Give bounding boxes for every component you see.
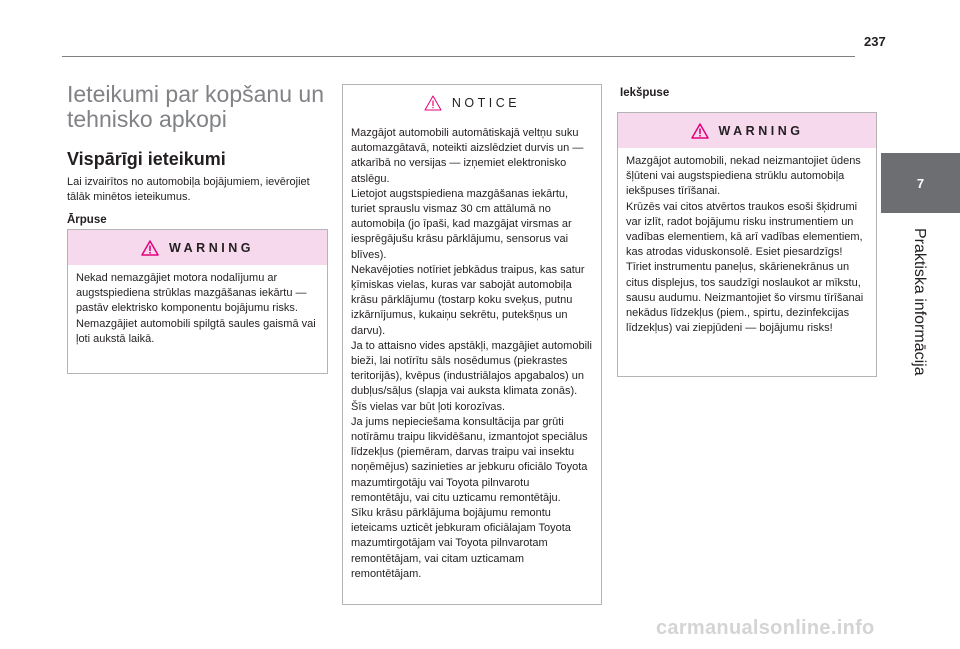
notice-box — [342, 84, 602, 605]
chapter-tab[interactable] — [881, 153, 960, 213]
chapter-title: Praktiska informācija — [911, 228, 928, 376]
header-divider — [62, 56, 855, 57]
page-number: 237 — [864, 34, 886, 49]
warning-label-2: WARNING — [718, 123, 804, 138]
section-title — [67, 82, 327, 132]
warning-box-exterior — [67, 229, 328, 374]
warning-box-interior — [617, 112, 877, 377]
warning-triangle-icon — [141, 240, 159, 256]
warning-text-2: Mazgājot automobili, nekad neizmantojiet ūdens šļūteni vai augstspiediena strūklu automobiļa iekšpuses tīrīšanai. Krūzēs vai citos atvērtos traukos esoši šķidrumi var izlīt, radot bojājumu risku instrumentiem un vadības elementiem, kā arī vadības elementiem, kas atrodas viduskonsolē. Esiet piesardzīgs! Tīriet instrumentu paneļus, skārienekrānus un citus displejus, tos saudzīgi noslaukot ar mīkstu, sausu audumu. Neizmantojiet šo virsmu tīrīšanai nekādus līdzekļus (piem., spirtu, dezinfekcijas līdzekļus) vai ziepjūdeni — bojājumu risks! — [626, 155, 864, 335]
warning-text: Nekad nemazgājiet motora nodalījumu ar augstspiediena strūklas mazgāšanas iekārtu — pastāv elektrisko komponentu bojājumu risks. Nemazgājiet automobili spilgtā saules gaismā vai ļoti aukstā laikā. — [76, 272, 316, 345]
notice-triangle-icon — [424, 95, 442, 111]
interior-heading: Iekšpuse — [620, 87, 670, 99]
exterior-heading: Ārpuse — [67, 214, 107, 226]
subheading: Vispārīgi ieteikumi — [67, 149, 226, 169]
notice-header — [343, 85, 601, 120]
warning-label: WARNING — [169, 240, 254, 255]
notice-label: NOTICE — [451, 95, 521, 110]
notice-text: Mazgājot automobili automātiskajā veltņu suku automazgātavā, noteikti aizslēdziet durvis un — atkarībā no versijas — izņemiet elektronisko atslēgu. Lietojot augstspiediena mazgāšanas iekārtu, turiet sprauslu vismaz 30 cm attālumā no automobiļa (jo īpaši, kad mazgājat virsmas ar iesprēgājušu krāsu pārklājumu, sensorus vai blīves). Nekavējoties notīriet jebkādus traipus, kas satur ķīmiskas vielas, kuras var sabojāt automobiļa krāsu pārklājumu (tostarp koku sveķus, putnu izkārnījumus, kukaiņu sekrētu, putekšņus un darvu). Ja to attaisno vides apstākļi, mazgājiet automobili bieži, lai notīrītu sāls nosēdumus (piekrastes teritorijās), kvēpus (industriālajos apgabalos) un dubļus/sāļus (slapja vai auksta klimata zonās). Šīs vielas var būt ļoti korozīvas. Ja jums nepieciešama konsultācija par grūti notīrāmu traipu likvidēšanu, izmantojot speciālus līdzekļus (piemēram, darvas traipu vai insektu noņēmējus) sazinieties ar jebkuru oficiālo Toyota mazumtirgotāju vai Toyota pilnvarotu remontētāju, vai citu uzticamu remontētāju. Sīku krāsu pārklājuma bojājumu remontu ieteicams uzticēt jebkuram oficiālajam Toyota mazumtirgotājam vai Toyota pilnvarotam remontētājam, vai citam uzticamam remontētājam. — [351, 127, 592, 580]
chapter-number: 7 — [916, 175, 925, 191]
warning-header — [68, 230, 327, 265]
section-title-line-2: tehnisko apkopi — [67, 106, 227, 132]
watermark: carmanualsonline.info — [656, 617, 875, 639]
warning-triangle-icon — [691, 123, 709, 139]
column-left — [67, 82, 327, 226]
intro-text: Lai izvairītos no automobiļa bojājumiem, ievērojiet tālāk minētos ieteikumus. — [67, 176, 310, 203]
warning-header-2 — [618, 113, 876, 148]
section-title-line-1: Ieteikumi par kopšanu un — [67, 81, 324, 107]
